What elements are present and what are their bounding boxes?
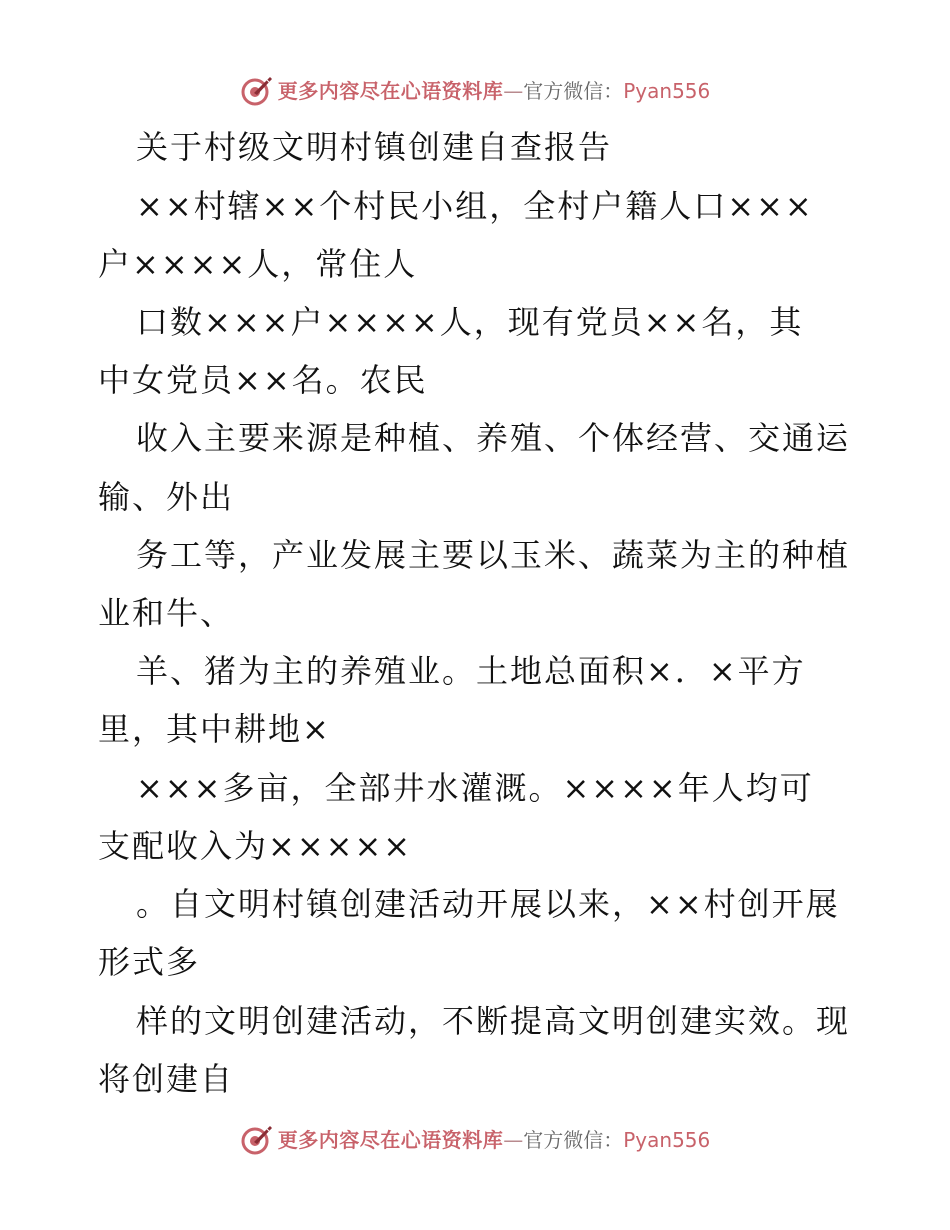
quill-seal-icon bbox=[240, 1123, 274, 1157]
watermark-id: Pyan556 bbox=[623, 79, 711, 103]
body-line: 样的文明创建活动，不断提高文明创建实效。现 bbox=[136, 1002, 851, 1040]
watermark-brand: 更多内容尽在心语资料库 bbox=[277, 1128, 504, 1152]
body-line: 形式多 bbox=[98, 943, 201, 981]
body-line: 务工等，产业发展主要以玉米、蔬菜为主的种植 bbox=[136, 536, 851, 574]
footer-watermark bbox=[0, 1118, 950, 1162]
body-line: 羊、猪为主的养殖业。土地总面积×．×平方 bbox=[136, 652, 806, 690]
header-watermark bbox=[0, 69, 950, 113]
body-line: 户××××人，常住人 bbox=[98, 245, 418, 283]
document-title: 关于村级文明村镇创建自查报告 bbox=[136, 128, 613, 166]
body-line: 中女党员××名。农民 bbox=[98, 361, 428, 399]
watermark-label: 官方微信： bbox=[523, 79, 624, 103]
quill-seal-icon bbox=[240, 74, 274, 108]
body-line: 收入主要来源是种植、养殖、个体经营、交通运 bbox=[136, 419, 851, 457]
body-line: 口数×××户××××人，现有党员××名，其 bbox=[136, 303, 804, 341]
watermark-label: 官方微信： bbox=[523, 1128, 624, 1152]
body-line: 里，其中耕地× bbox=[98, 710, 331, 748]
body-line: ×××多亩，全部井水灌溉。××××年人均可 bbox=[136, 769, 814, 807]
body-line: 输、外出 bbox=[98, 478, 235, 516]
body-line: 支配收入为××××× bbox=[98, 827, 413, 865]
body-line: ××村辖××个村民小组，全村户籍人口××× bbox=[136, 187, 814, 225]
body-line: 将创建自 bbox=[98, 1060, 235, 1098]
watermark-id: Pyan556 bbox=[623, 1128, 711, 1152]
watermark-brand: 更多内容尽在心语资料库 bbox=[277, 79, 504, 103]
watermark-dash: — bbox=[503, 1128, 524, 1152]
body-line: 。自文明村镇创建活动开展以来，××村创开展 bbox=[136, 885, 840, 923]
body-line: 业和牛、 bbox=[98, 594, 235, 632]
watermark-dash: — bbox=[503, 79, 524, 103]
